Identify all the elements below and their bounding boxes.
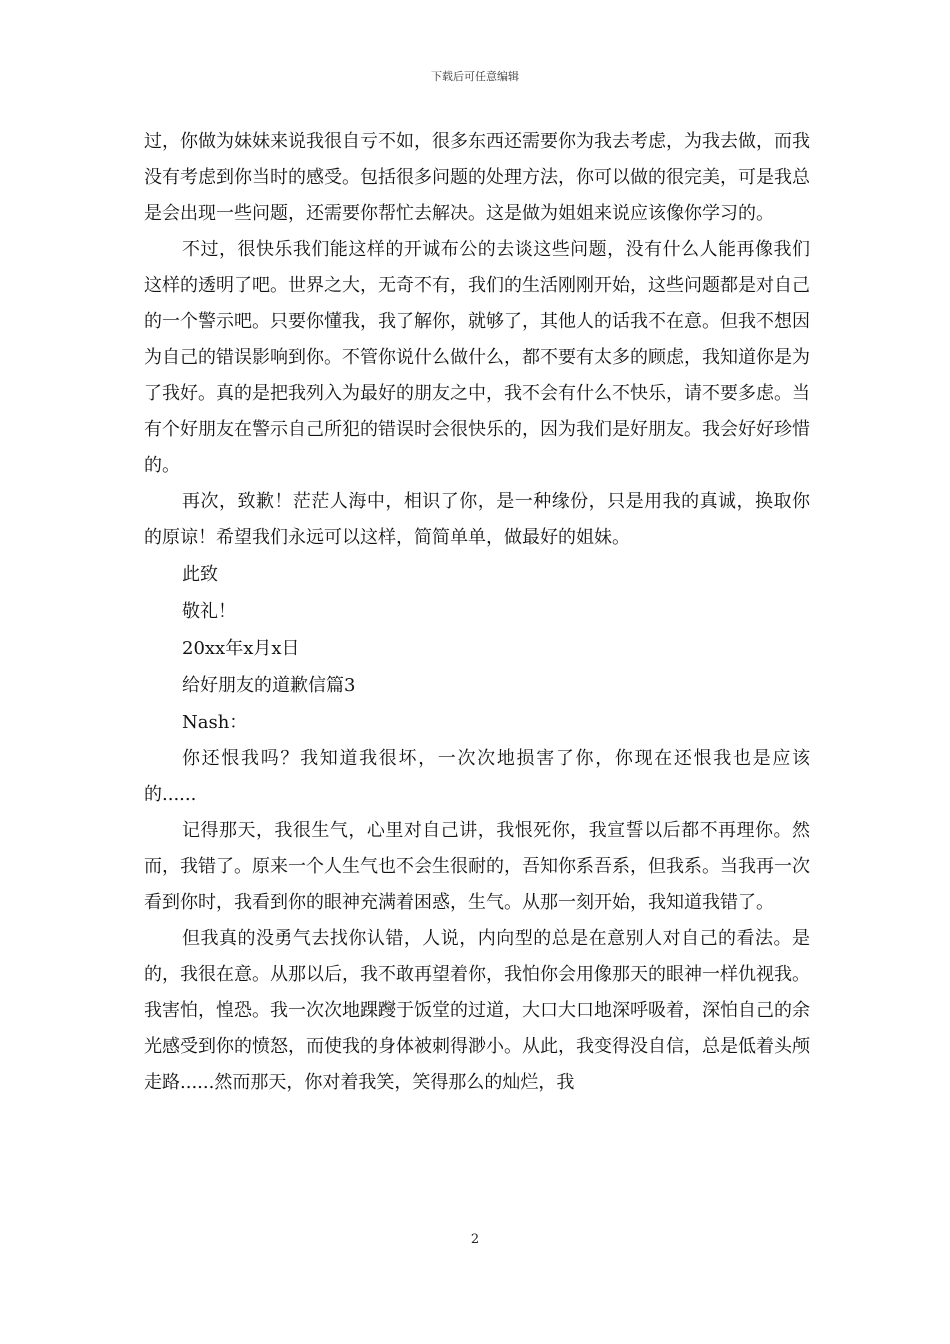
closing-line: 此致 (182, 564, 218, 585)
page-header: 下载后可任意编辑 (431, 70, 519, 83)
salutation-line: 敬礼！ (182, 601, 236, 622)
date-line: 20xx年x月x日 (182, 638, 300, 659)
document-body (144, 124, 810, 1101)
paragraph: 过，你做为妹妹来说我很自亏不如，很多东西还需要你为我去考虑，为我去做，而我没有考虑到你当时的感受。包括很多问题的处理方法，你可以做的很完美，可是我总是会出现一些问题，还需要你帮忙去解决。这是做为姐姐来说应该像你学习的。 (144, 131, 810, 224)
paragraph: 但我真的没勇气去找你认错，人说，内向型的总是在意别人对自己的看法。是的，我很在意。从那以后，我不敢再望着你，我怕你会用像那天的眼神一样仇视我。我害怕，惶恐。我一次次地踝躞于饭堂的过道，大口大口地深呼吸着，深怕自己的余光感受到你的愤怒，而使我的身体被刺得渺小。从此，我变得没自信，总是低着头颅走路......然而那天，你对着我笑，笑得那么的灿烂，我 (144, 928, 810, 1093)
section-title: 给好朋友的道歉信篇3 (182, 675, 356, 696)
recipient-line: Nash： (182, 712, 248, 733)
page-number: 2 (470, 1232, 480, 1247)
paragraph: 记得那天，我很生气，心里对自己讲，我恨死你，我宣誓以后都不再理你。然而，我错了。原来一个人生气也不会生很耐的，吾知你系吾系，但我系。当我再一次看到你时，我看到你的眼神充满着困惑，生气。从那一刻开始，我知道我错了。 (144, 820, 810, 913)
paragraph: 你还恨我吗？我知道我很坏，一次次地损害了你，你现在还恨我也是应该的...... (144, 748, 810, 805)
paragraph: 不过，很快乐我们能这样的开诚布公的去谈这些问题，没有什么人能再像我们这样的透明了吧。世界之大，无奇不有，我们的生活刚刚开始，这些问题都是对自己的一个警示吧。只要你懂我，我了解你，就够了，其他人的话我不在意。但我不想因为自己的错误影响到你。不管你说什么做什么，都不要有太多的顾虑，我知道你是为了我好。真的是把我列入为最好的朋友之中，我不会有什么不快乐，请不要多虑。当有个好朋友在警示自己所犯的错误时会很快乐的，因为我们是好朋友。我会好好珍惜的。 (144, 239, 810, 476)
paragraph: 再次，致歉！茫茫人海中，相识了你，是一种缘份，只是用我的真诚，换取你的原谅！希望我们永远可以这样，简简单单，做最好的姐妹。 (144, 491, 810, 548)
